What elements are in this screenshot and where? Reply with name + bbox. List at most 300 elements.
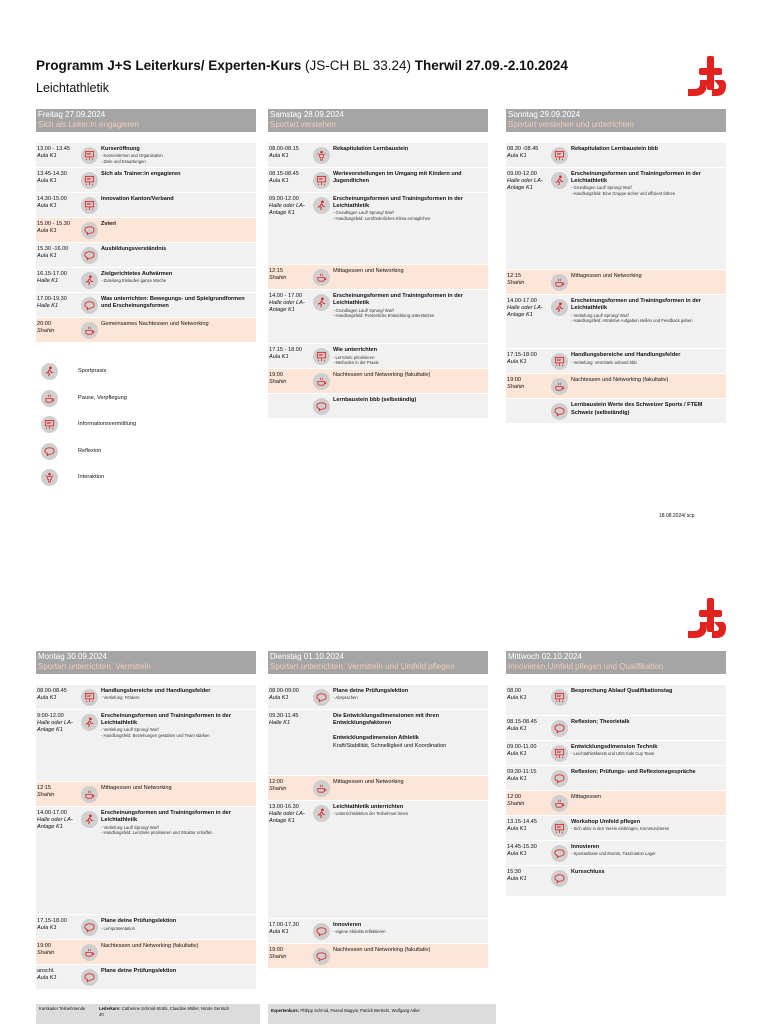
slot-body	[333, 922, 488, 935]
slot-time-block	[36, 713, 81, 734]
reflection-icon	[313, 923, 330, 940]
schedule-slot	[506, 270, 726, 295]
slot-location: Aula K1	[37, 203, 57, 210]
schedule-slot	[36, 268, 256, 293]
slot-title: Leichtathletik unterrichten	[333, 803, 404, 810]
slot-time-block	[36, 968, 81, 982]
slot-location: Aula K1	[507, 153, 527, 159]
footer-leiter-names: Catherine Schmid-Strübi, Claudine Müller, Nicole Gentsch	[121, 1006, 230, 1011]
reflection-icon	[313, 689, 330, 706]
schedule-slot	[506, 866, 726, 897]
slot-detail: - Handlungsfeld: Lernförderliches Klima ermöglichen	[333, 215, 431, 221]
slot-detail: - Handlungsfeld: Attraktive Aufgaben stellen und Feedback geben	[571, 318, 693, 324]
day-header	[506, 109, 726, 132]
schedule-slot	[268, 944, 488, 969]
slot-title: Plane deine Prüfungslektion	[333, 688, 409, 694]
day-header	[268, 109, 488, 132]
slot-location: Halle oder LA-Anlage K1	[269, 810, 305, 824]
slot-time-block	[36, 321, 81, 335]
day-date: Freitag 27.09.2024	[38, 110, 106, 119]
sport-icon	[81, 272, 98, 289]
slot-time: 19:00	[269, 946, 283, 953]
pause-icon	[41, 390, 58, 407]
slot-time-block	[268, 196, 313, 217]
day-column	[268, 651, 488, 969]
pause-icon	[81, 786, 98, 803]
slot-body	[571, 352, 726, 365]
legend-label: Reflexion	[78, 447, 102, 454]
slot-location: Shahin	[269, 953, 287, 960]
slot-body	[333, 347, 488, 365]
slot-time-block	[506, 744, 551, 758]
slot-time: 15.00 - 15.30	[37, 221, 70, 228]
slot-time: 9:00-12.00	[37, 713, 64, 719]
schedule-slot	[36, 168, 256, 193]
slot-time: 17:15-18:00	[507, 352, 537, 359]
slot-time: 12:00	[269, 778, 283, 785]
slot-time-block	[268, 171, 313, 185]
page-title	[36, 58, 568, 73]
slot-location: Aula K1	[269, 178, 289, 184]
slot-location: Aula K1	[507, 359, 527, 366]
day-column	[36, 651, 256, 990]
slot-body	[571, 744, 726, 757]
legend-item	[36, 358, 256, 385]
day-date: Montag 30.09.2024	[38, 652, 107, 661]
sport-icon	[551, 172, 568, 189]
reflection-icon	[551, 845, 568, 862]
day-column	[268, 109, 488, 419]
slot-time: 14.30-15.00	[37, 196, 67, 203]
slot-time-block	[36, 171, 81, 185]
slot-location: Aula K1	[269, 695, 289, 701]
slot-title: Innovation Kanton/Verband	[101, 196, 174, 203]
title-course-code: (JS-CH BL 33.24)	[301, 58, 415, 73]
slot-body	[571, 273, 726, 280]
schedule-slot	[268, 168, 488, 193]
slot-extra	[333, 735, 485, 749]
slot-body	[101, 296, 256, 310]
slot-title: Mittagessen und Networking	[333, 778, 404, 785]
slot-time: 12:15	[507, 273, 521, 280]
slot-time: 20:00	[37, 321, 51, 328]
slot-title: Ausbildungsverständnis	[101, 246, 167, 253]
slot-detail: - eigene Aktivität reflektieren	[333, 929, 386, 935]
slot-body	[101, 968, 256, 975]
slot-time-block	[506, 869, 551, 883]
interaction-icon	[41, 469, 58, 486]
slot-body	[333, 268, 488, 275]
schedule-slot	[268, 801, 488, 919]
slot-time: 12:00	[507, 794, 521, 800]
slot-title: Erscheinungsformen und Trainingsformen in der Leichtathletik	[571, 171, 701, 185]
slot-title: Reflexion; Theorietalk	[571, 719, 630, 725]
slot-location: Aula K1	[37, 153, 57, 159]
day-date: Mittwoch 02.10.2024	[508, 652, 582, 661]
reflection-icon	[81, 969, 98, 986]
schedule-slot	[506, 295, 726, 349]
reflection-icon	[81, 222, 98, 239]
slot-title: Erscheinungsformen und Trainingsformen in der Leichtathletik	[571, 298, 701, 312]
schedule-slot	[506, 791, 726, 816]
slot-body	[333, 196, 488, 221]
schedule-slot	[506, 816, 726, 841]
schedule-slot	[506, 143, 726, 168]
slot-location: Aula K1	[269, 928, 289, 935]
legend-item	[36, 411, 256, 438]
slot-title: Zvieri	[101, 221, 116, 228]
slot-time-block	[268, 268, 313, 282]
slot-location: Halle K1	[37, 278, 59, 285]
slot-title: Lernbaustein bbb (selbständig)	[333, 397, 417, 404]
information-icon	[81, 147, 98, 164]
schedule-slot	[506, 766, 726, 791]
title-location-dates: Therwil 27.09.-2.10.2024	[414, 58, 568, 73]
slot-body	[333, 171, 488, 185]
sport-icon	[81, 714, 98, 731]
slot-body	[101, 196, 256, 203]
interaction-icon	[313, 147, 330, 164]
slot-time-block	[268, 347, 313, 361]
slot-time: 17.15 - 18.00	[269, 347, 302, 354]
schedule-slot	[268, 290, 488, 344]
slot-time: 13.00-16.30	[269, 803, 299, 810]
slot-location: Aula K1	[507, 826, 527, 832]
slot-time-block	[506, 352, 551, 366]
legend	[36, 358, 256, 491]
slot-body	[333, 779, 488, 786]
slot-title: Die Entwicklungsdimensionen mit ihren Entwicklungsfaktoren	[333, 713, 439, 727]
schedule-slot	[36, 782, 256, 807]
slot-time-block	[268, 146, 313, 160]
day-header	[506, 651, 726, 674]
schedule-slot	[36, 965, 256, 990]
slot-detail: - Grundlagen Lauf/ Sprung/ Wurf	[571, 185, 632, 191]
sport-icon	[313, 294, 330, 311]
slot-location: Halle oder LA-Anlage K1	[507, 178, 543, 191]
slot-title: Wertevorstellungen im Umgang mit Kindern und Jugendlichen	[333, 171, 462, 185]
information-icon	[313, 348, 330, 365]
slot-time: 09.00-12.00	[507, 171, 537, 177]
schedule-slot	[268, 369, 488, 394]
schedule-slot	[36, 218, 256, 243]
slot-title: Nachtessen und Networking (fakultativ)	[333, 946, 431, 953]
slot-time-block	[36, 196, 81, 210]
slot-body	[571, 688, 726, 695]
slot-time: anschl.	[37, 968, 55, 975]
slot-body	[101, 688, 256, 701]
slot-body	[571, 844, 726, 857]
slot-body	[101, 171, 256, 178]
slot-title: Handlungsbereiche und Handlungsfelder	[101, 688, 211, 694]
information-icon	[551, 820, 568, 837]
slot-title: Besprechung Ablauf Qualifikationstag	[571, 688, 673, 694]
slot-location: Halle oder LA-Anlage K1	[269, 300, 305, 314]
legend-item	[36, 385, 256, 412]
legend-label: Informationsvermittlung	[78, 421, 137, 428]
js-logo-page2	[686, 598, 726, 638]
slot-time-block	[36, 271, 81, 285]
reflection-icon	[551, 770, 568, 787]
slot-location: Halle oder LA-Anlage K1	[37, 817, 73, 831]
slot-detail: - Leichtathletiktests und UBS Kids Cup Team	[571, 751, 655, 757]
slot-time-block	[36, 246, 81, 260]
sport-icon	[313, 197, 330, 214]
schedule-slot	[506, 374, 726, 399]
schedule-slot	[268, 685, 488, 710]
slot-time-block	[268, 947, 313, 961]
footer-experten-label: Expertenkurs:	[271, 1008, 300, 1013]
slot-location: Aula K1	[269, 354, 289, 361]
schedule-slot	[506, 841, 726, 866]
pause-icon	[81, 322, 98, 339]
slot-body	[571, 377, 726, 384]
information-icon	[81, 689, 98, 706]
schedule-slot	[36, 318, 256, 343]
schedule-slot	[36, 293, 256, 318]
slot-title: Zielgerichtetes Aufwärmen	[101, 271, 173, 278]
slot-detail: - Lernziele priorisieren	[333, 354, 375, 360]
slot-body	[571, 869, 726, 876]
schedule-slot	[36, 193, 256, 218]
slot-time-block	[506, 298, 551, 319]
slot-detail: - Ziele und Erwartungen	[101, 158, 146, 164]
slot-title: Erscheinungsformen und Trainingsformen in der Leichtathletik	[101, 713, 231, 727]
slot-title: Was unterrichten: Bewegungs- und Spielgrundformen und Erscheinungsformen	[101, 296, 245, 310]
slot-title: Entwicklungsdimension Technik	[571, 744, 658, 750]
schedule-slot	[36, 915, 256, 940]
slot-time-block	[268, 293, 313, 314]
slot-time: 19:00	[507, 377, 521, 384]
footer-left-label: Kurskader Teilnehmende	[39, 1006, 86, 1011]
slot-body	[333, 293, 488, 318]
schedule-slot	[506, 685, 726, 716]
slot-detail: - Handlungsfeld: Persönliche Entwicklung unterstützen	[333, 313, 435, 319]
reflection-icon	[81, 919, 98, 936]
schedule-slot	[268, 710, 488, 776]
slot-body	[333, 947, 488, 954]
slot-time-block	[36, 296, 81, 310]
slot-title: Kurseröffnung	[101, 146, 140, 152]
slot-title: Reflexion; Prüfungs- und Reflexionsgespräche	[571, 769, 696, 775]
slot-extra-detail: Kraft/Stabilität, Schnelligkeit und Koordination	[333, 742, 447, 749]
slot-location: Shahin	[37, 328, 55, 335]
day-column	[506, 109, 726, 424]
slot-body	[101, 321, 256, 328]
slot-time-block	[268, 804, 313, 825]
slot-title: Kursschluss	[571, 869, 605, 875]
slot-title: Mittagessen und Networking	[333, 268, 404, 275]
slot-time-block	[506, 688, 551, 702]
slot-body	[101, 221, 256, 228]
day-theme: Sportart verstehen	[270, 120, 336, 129]
slot-location: Shahin	[507, 801, 525, 807]
slot-title: Handlungsbereiche und Handlungsfelder	[571, 352, 681, 359]
slot-location: Aula K1	[507, 726, 527, 732]
slot-title: Erscheinungsformen und Trainingsformen in der Leichtathletik	[101, 810, 231, 824]
slot-detail: - Grundlagen Lauf/ Sprung/ Wurf	[333, 210, 394, 216]
slot-detail: - Sich aktiv in den Verein einbringen, Kommunizieren	[571, 826, 670, 832]
slot-body	[571, 171, 726, 196]
footer-expertenkurs	[268, 1004, 496, 1024]
day-theme: Sportart unterrichten: Vermitteln	[38, 662, 151, 671]
slot-detail: - Zuteilung Einlaufen ganze Woche	[101, 278, 167, 284]
slot-title: Wie unterrichten	[333, 347, 378, 354]
js-logo-mark-page2	[686, 598, 726, 638]
slot-location: Halle K1	[37, 303, 59, 310]
schedule-slot	[268, 776, 488, 801]
slot-title: Nachtessen und Networking (fakultativ)	[571, 377, 669, 384]
slot-time: 13.45-14.30	[37, 171, 67, 178]
slot-time-block	[268, 688, 313, 702]
slot-title: Nachtessen und Networking (fakultativ)	[101, 943, 199, 950]
sport-icon	[313, 805, 330, 822]
slot-time: 12:15	[269, 268, 283, 275]
slot-time: 14.00-17.00	[507, 298, 537, 305]
slot-time: 08.30 -08.45	[507, 146, 539, 152]
slot-time-block	[36, 688, 81, 702]
reflection-icon	[313, 948, 330, 965]
day-theme: Innovieren,Umfeld pflegen und Qualifikation	[508, 662, 664, 671]
js-logo	[686, 56, 726, 96]
slot-time: 19:00	[269, 372, 283, 379]
slot-body	[101, 918, 256, 931]
slot-time: 14.00-17.00	[37, 810, 67, 817]
schedule-slot	[506, 716, 726, 741]
slot-location: Shahin	[507, 384, 525, 391]
legend-item	[36, 464, 256, 491]
reflection-icon	[81, 297, 98, 314]
slot-time-block	[36, 221, 81, 235]
slot-title: Erscheinungsformen und Trainingsformen in der Leichtathletik	[333, 196, 463, 210]
slot-time: 09.00-12.00	[269, 196, 299, 202]
page-subtitle: Leichtathletik	[36, 81, 109, 95]
slot-location: Shahin	[37, 792, 55, 799]
reflection-icon	[41, 443, 58, 460]
schedule-slot	[36, 143, 256, 168]
slot-location: Shahin	[507, 280, 525, 287]
legend-item	[36, 438, 256, 465]
footer-experten-names: Philipp Schmid, Pascal Magyar, Patrick Bertschi, Wolfgang Adler	[300, 1008, 420, 1013]
pause-icon	[551, 274, 568, 291]
slot-detail: - Vertiefung Lauf/ Sprung/ Wurf	[571, 312, 629, 318]
slot-title: Rekapitulation Lernbaustein	[333, 146, 409, 152]
slot-time: 16.15-17.00	[37, 271, 67, 278]
slot-detail: - Unterrichtslektion der Teilnehmer:innen	[333, 811, 409, 817]
slot-detail: - Kennenlernen und Organisation	[101, 153, 163, 159]
slot-detail: - Handlungsfeld: Beziehungen gestalten und Team stärken	[101, 732, 210, 738]
schedule-slot	[268, 919, 488, 944]
slot-body	[101, 785, 256, 792]
slot-time-block	[506, 794, 551, 808]
slot-location: Aula K1	[37, 253, 57, 260]
slot-body	[101, 246, 256, 253]
day-date: Samstag 28.09.2024	[270, 110, 344, 119]
information-icon	[551, 745, 568, 762]
sport-icon	[551, 299, 568, 316]
slot-time: 09:30-11:15	[507, 769, 537, 775]
slot-body	[101, 943, 256, 950]
day-theme: Sportart unterrichten: Vermitteln und Umfeld pflegen	[270, 662, 455, 671]
slot-body	[571, 719, 726, 726]
slot-detail: - Vertiefung: Vermitteln anhand bbb	[571, 359, 637, 365]
footer-leiter-count: 40	[99, 1011, 104, 1017]
day-theme: Sich als Leiter:in engagieren	[38, 120, 139, 129]
slot-time-block	[506, 769, 551, 783]
slot-location: Halle oder LA-Anlage K1	[269, 203, 305, 216]
schedule-slot	[268, 265, 488, 290]
slot-location: Shahin	[37, 950, 55, 957]
slot-time: 08.00-08.15	[269, 146, 299, 152]
slot-time-block	[506, 844, 551, 858]
slot-body	[101, 146, 256, 164]
slot-detail: - Vertiefung Lauf/ Sprung/ Wurf	[101, 727, 159, 733]
slot-time-block	[36, 810, 81, 831]
slot-time: 17.00-17.30	[269, 921, 299, 928]
reflection-icon	[313, 398, 330, 415]
slot-time: 12:15	[37, 785, 51, 792]
slot-time: 08.00-09:00	[269, 688, 299, 694]
slot-body	[333, 372, 488, 379]
footer-experten-text	[271, 1008, 493, 1014]
slot-body	[101, 271, 256, 284]
slot-detail: - Absprachen	[333, 695, 358, 701]
information-icon	[551, 147, 568, 164]
slot-time-block	[506, 171, 551, 192]
slot-time-block	[506, 819, 551, 833]
pause-icon	[551, 795, 568, 812]
slot-detail: - Grundlagen Lauf/ Sprung/ Wurf	[333, 307, 394, 313]
slot-time: 08.00	[507, 688, 521, 694]
slot-time: 13.00 - 13.45	[37, 146, 70, 152]
slot-time-block	[36, 918, 81, 932]
slot-title: Nachtessen und Networking (fakultativ)	[333, 372, 431, 379]
slot-body	[571, 819, 726, 832]
slot-time-block	[268, 713, 313, 727]
schedule-slot	[268, 394, 488, 419]
slot-time-block	[506, 377, 551, 391]
slot-time: 15.30 -16.00	[37, 246, 69, 253]
slot-title: Innovieren	[571, 844, 600, 850]
slot-location: Aula K1	[37, 228, 57, 235]
slot-time-block	[506, 146, 551, 160]
slot-time: 17.15-18.00	[37, 918, 67, 925]
slot-title: Plane deine Prüfungslektion	[101, 968, 177, 975]
day-date: Sonntag 29.09.2024	[508, 110, 581, 119]
schedule-slot	[506, 741, 726, 766]
legend-label: Sportpraxis	[78, 368, 107, 375]
information-icon	[313, 172, 330, 189]
slot-location: Aula K1	[37, 925, 57, 932]
schedule-slot	[506, 349, 726, 374]
slot-location: Aula K1	[507, 851, 527, 857]
slot-time-block	[36, 146, 81, 160]
slot-location: Aula K1	[269, 153, 289, 159]
slot-detail: - Handlungsfeld: Eine Gruppe sicher und effizient führen	[571, 190, 676, 196]
slot-detail: - Methoden in der Praxis	[333, 360, 379, 366]
slot-time-block	[506, 273, 551, 287]
slot-body	[333, 146, 488, 153]
information-icon	[551, 689, 568, 706]
schedule-slot	[506, 168, 726, 270]
slot-time: 08.00-08.45	[37, 688, 67, 694]
slot-detail: - Vertiefung Lauf/ Sprung/ Wurf	[101, 824, 159, 830]
day-header	[268, 651, 488, 674]
slot-title: Sich als Trainer:in engagieren	[101, 171, 181, 178]
slot-detail: - Sportanlässe und Events, Faszination Lager	[571, 851, 656, 857]
schedule-slot	[268, 193, 488, 265]
schedule-slot	[36, 710, 256, 782]
